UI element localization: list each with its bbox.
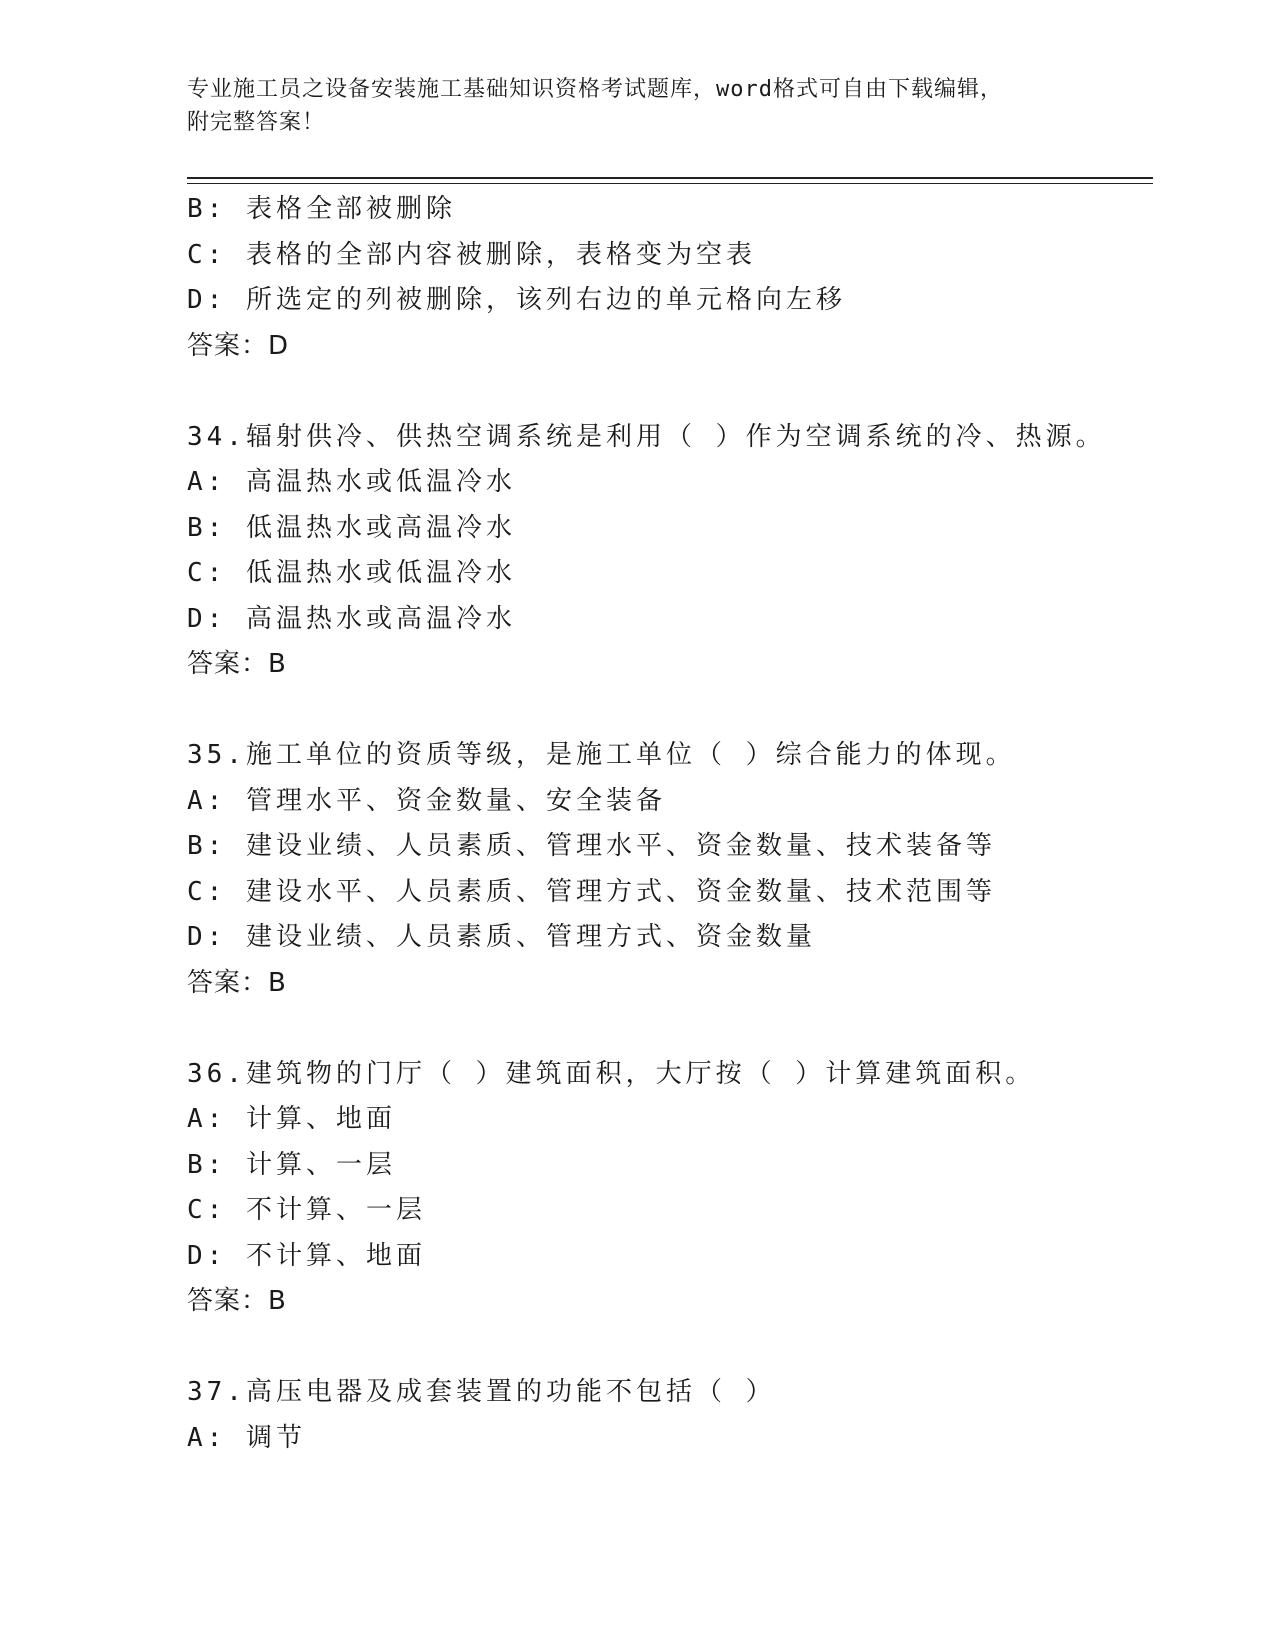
option-c: C: 表格的全部内容被删除，表格变为空表	[187, 239, 756, 270]
answer: 答案：B	[187, 649, 287, 679]
question-36	[187, 1052, 1153, 1325]
spacer	[187, 1006, 1153, 1052]
question-stem: 37.高压电器及成套装置的功能不包括（ ）	[187, 1377, 776, 1407]
option-b: B: 计算、一层	[187, 1149, 396, 1180]
document-header	[187, 73, 1087, 139]
spacer	[187, 369, 1153, 415]
option-a: A: 调节	[187, 1422, 306, 1453]
option-d: D: 高温热水或高温冷水	[187, 603, 516, 634]
option-b: B: 表格全部被删除	[187, 194, 456, 224]
option-b: B: 低温热水或高温冷水	[187, 512, 516, 543]
answer: 答案：D	[187, 330, 290, 361]
option-d: D: 所选定的列被删除，该列右边的单元格向左移	[187, 285, 846, 315]
spacer	[187, 688, 1153, 734]
question-stem: 35.施工单位的资质等级，是施工单位（ ）综合能力的体现。	[187, 740, 1016, 770]
question-35	[187, 733, 1153, 1006]
option-c: C: 不计算、一层	[187, 1195, 426, 1225]
question-37	[187, 1370, 1153, 1461]
option-a: A: 计算、地面	[187, 1104, 396, 1134]
question-stem: 36.建筑物的门厅（ ）建筑面积，大厅按（ ）计算建筑面积。	[187, 1058, 1036, 1089]
question-34	[187, 415, 1153, 688]
header-divider-thin	[187, 183, 1153, 184]
header-divider-thick	[187, 177, 1153, 179]
header-line-2: 附完整答案！	[187, 110, 326, 135]
answer: 答案：B	[187, 1286, 287, 1316]
spacer	[187, 1325, 1153, 1371]
option-b: B: 建设业绩、人员素质、管理水平、资金数量、技术装备等	[187, 831, 996, 861]
question-33-tail	[187, 187, 1153, 369]
answer: 答案：B	[187, 967, 287, 998]
question-list	[187, 187, 1153, 1461]
option-c: C: 建设水平、人员素质、管理方式、资金数量、技术范围等	[187, 876, 996, 907]
question-stem: 34.辐射供冷、供热空调系统是利用（ ）作为空调系统的冷、热源。	[187, 421, 1106, 452]
option-d: D: 建设业绩、人员素质、管理方式、资金数量	[187, 922, 816, 952]
option-c: C: 低温热水或低温冷水	[187, 558, 516, 588]
option-a: A: 高温热水或低温冷水	[187, 467, 516, 497]
header-line-1: 专业施工员之设备安装施工基础知识资格考试题库，word格式可自由下载编辑，	[187, 77, 1003, 102]
option-a: A: 管理水平、资金数量、安全装备	[187, 785, 666, 816]
option-d: D: 不计算、地面	[187, 1240, 426, 1271]
